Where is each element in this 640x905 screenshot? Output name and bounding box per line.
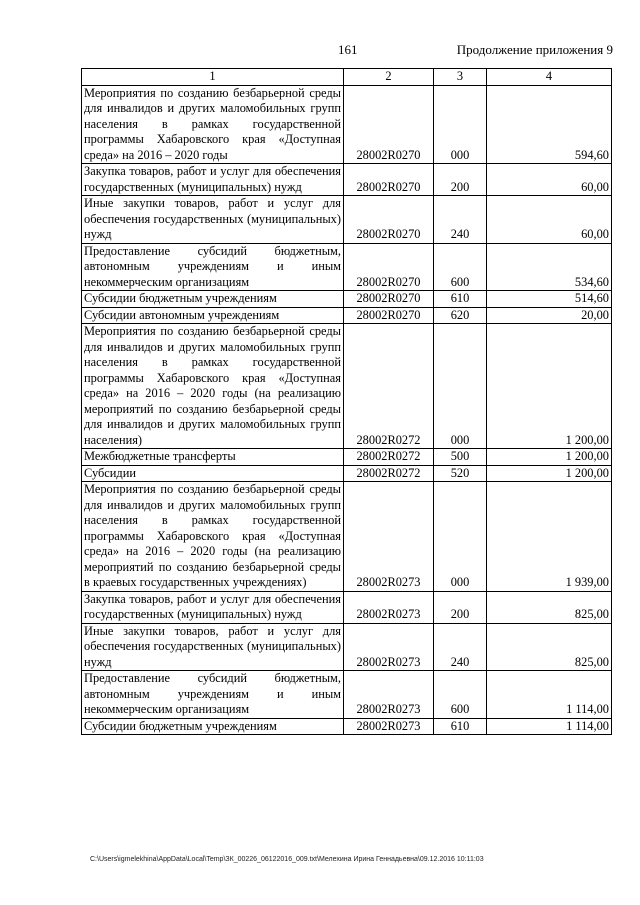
row-target-code: 28002R0273 <box>344 591 434 623</box>
row-target-code: 28002R0270 <box>344 164 434 196</box>
row-expense-type: 200 <box>434 591 487 623</box>
table-row <box>82 307 612 324</box>
document-footer-path: C:\Users\igmelekhina\AppData\Local\Temp\ЗК_00226_06122016_009.txt\Мелехина Ирина Геннадьевна\09.12.2016 10:11:03 <box>90 856 484 863</box>
row-expense-type: 610 <box>434 718 487 735</box>
row-amount: 20,00 <box>487 307 612 324</box>
row-target-code: 28002R0270 <box>344 291 434 308</box>
page-header: Продолжение приложения 9 <box>456 42 613 57</box>
row-target-code: 28002R0272 <box>344 449 434 466</box>
budget-table <box>81 68 612 735</box>
row-amount: 594,60 <box>487 85 612 164</box>
row-expense-type: 000 <box>434 85 487 164</box>
row-target-code: 28002R0272 <box>344 324 434 449</box>
row-target-code: 28002R0273 <box>344 718 434 735</box>
table-row <box>82 465 612 482</box>
row-name: Мероприятия по созданию безбарьерной среды для инвалидов и других маломобильных групп населения в рамках государственной программы Хабаровского края «Доступная среда» на 2016 – 2020 годы (на реализацию мероприятий по созданию безбарьерной среды в краевых государственных учреждениях) <box>82 482 344 592</box>
table-row <box>82 164 612 196</box>
row-expense-type: 610 <box>434 291 487 308</box>
row-expense-type: 240 <box>434 196 487 244</box>
table-row <box>82 196 612 244</box>
row-amount: 1 114,00 <box>487 718 612 735</box>
table-row <box>82 591 612 623</box>
row-amount: 514,60 <box>487 291 612 308</box>
row-target-code: 28002R0270 <box>344 243 434 291</box>
row-name: Субсидии <box>82 465 344 482</box>
row-target-code: 28002R0270 <box>344 85 434 164</box>
table-row <box>82 85 612 164</box>
table-body <box>82 85 612 735</box>
row-name: Закупка товаров, работ и услуг для обеспечения государственных (муниципальных) нужд <box>82 164 344 196</box>
table-row <box>82 482 612 592</box>
row-expense-type: 000 <box>434 482 487 592</box>
table-row <box>82 718 612 735</box>
table-row <box>82 671 612 719</box>
row-target-code: 28002R0270 <box>344 307 434 324</box>
row-name: Предоставление субсидий бюджетным, автономным учреждениям и иным некоммерческим организациям <box>82 243 344 291</box>
row-name: Межбюджетные трансферты <box>82 449 344 466</box>
row-amount: 1 939,00 <box>487 482 612 592</box>
row-amount: 60,00 <box>487 196 612 244</box>
row-expense-type: 600 <box>434 243 487 291</box>
row-amount: 534,60 <box>487 243 612 291</box>
row-amount: 60,00 <box>487 164 612 196</box>
table-row <box>82 449 612 466</box>
table-row <box>82 324 612 449</box>
table-row <box>82 623 612 671</box>
row-target-code: 28002R0273 <box>344 623 434 671</box>
row-name: Мероприятия по созданию безбарьерной среды для инвалидов и других маломобильных групп населения в рамках государственной программы Хабаровского края «Доступная среда» на 2016 – 2020 годы <box>82 85 344 164</box>
header-col-4: 4 <box>487 69 612 86</box>
row-name: Предоставление субсидий бюджетным, автономным учреждениям и иным некоммерческим организациям <box>82 671 344 719</box>
row-target-code: 28002R0272 <box>344 465 434 482</box>
row-name: Иные закупки товаров, работ и услуг для обеспечения государственных (муниципальных) нужд <box>82 623 344 671</box>
row-name: Закупка товаров, работ и услуг для обеспечения государственных (муниципальных) нужд <box>82 591 344 623</box>
row-expense-type: 200 <box>434 164 487 196</box>
header-col-1: 1 <box>82 69 344 86</box>
row-amount: 825,00 <box>487 623 612 671</box>
row-name: Субсидии автономным учреждениям <box>82 307 344 324</box>
row-expense-type: 620 <box>434 307 487 324</box>
row-expense-type: 600 <box>434 671 487 719</box>
row-expense-type: 240 <box>434 623 487 671</box>
table-header-row <box>82 69 612 86</box>
row-target-code: 28002R0273 <box>344 671 434 719</box>
header-col-3: 3 <box>434 69 487 86</box>
row-amount: 1 200,00 <box>487 465 612 482</box>
row-expense-type: 520 <box>434 465 487 482</box>
row-amount: 1 200,00 <box>487 449 612 466</box>
row-amount: 1 200,00 <box>487 324 612 449</box>
row-name: Субсидии бюджетным учреждениям <box>82 718 344 735</box>
row-amount: 1 114,00 <box>487 671 612 719</box>
table-row <box>82 243 612 291</box>
row-target-code: 28002R0273 <box>344 482 434 592</box>
row-name: Иные закупки товаров, работ и услуг для обеспечения государственных (муниципальных) нужд <box>82 196 344 244</box>
page-number: 161 <box>338 42 358 57</box>
row-expense-type: 000 <box>434 324 487 449</box>
row-expense-type: 500 <box>434 449 487 466</box>
row-target-code: 28002R0270 <box>344 196 434 244</box>
row-name: Мероприятия по созданию безбарьерной среды для инвалидов и других маломобильных групп населения в рамках государственной программы Хабаровского края «Доступная среда» на 2016 – 2020 годы (на реализацию мероприятий по созданию безбарьерной среды для инвалидов и других маломобильных групп населения) <box>82 324 344 449</box>
header-col-2: 2 <box>344 69 434 86</box>
row-name: Субсидии бюджетным учреждениям <box>82 291 344 308</box>
row-amount: 825,00 <box>487 591 612 623</box>
table-row <box>82 291 612 308</box>
